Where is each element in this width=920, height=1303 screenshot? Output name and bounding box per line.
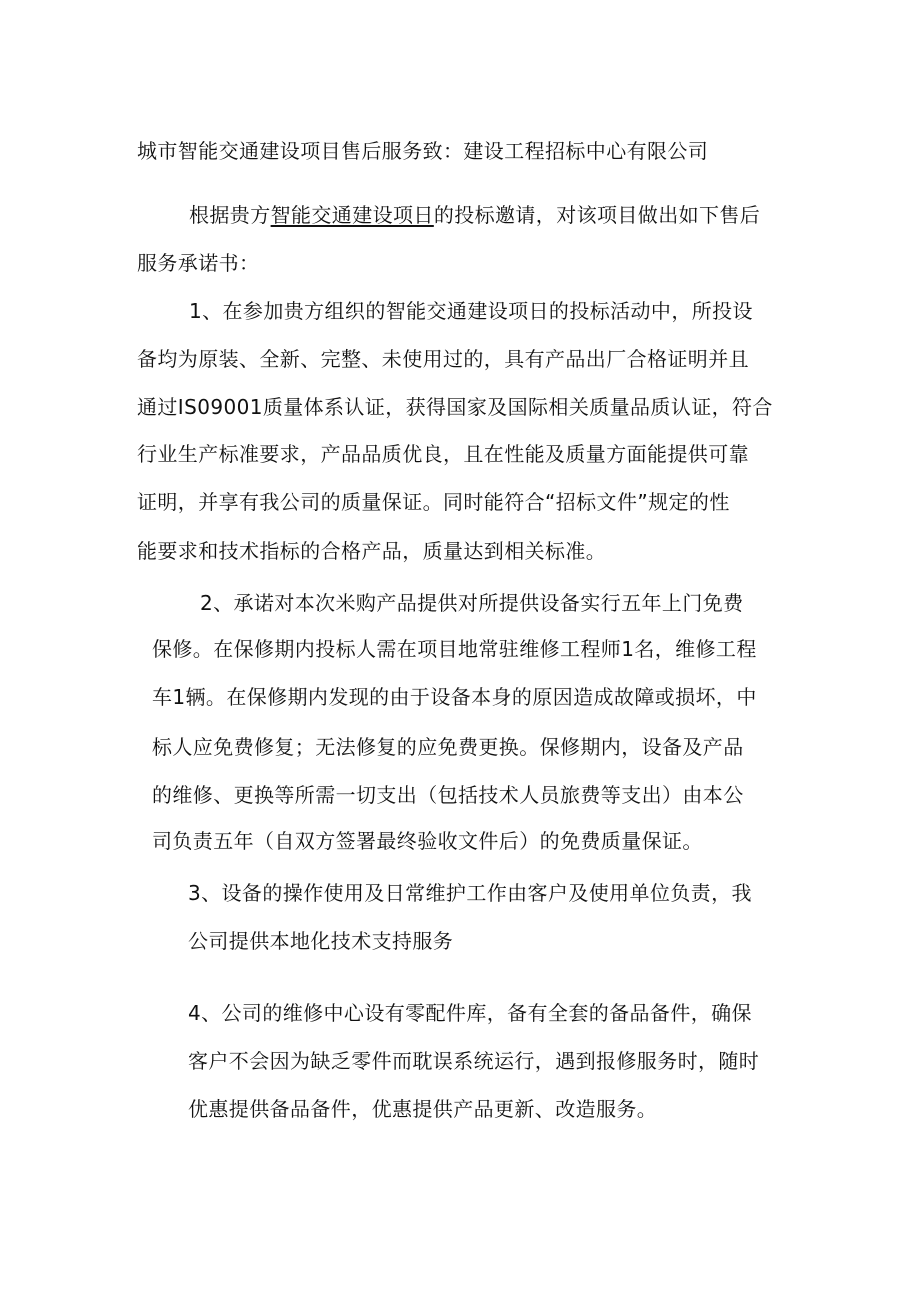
item1-line-5: 证明，并享有我公司的质量保证。同时能符合“招标文件”规定的性 [137, 490, 730, 514]
intro-line-1 [189, 203, 760, 227]
item2-line-4: 标人应免费修复；无法修复的应免费更换。保修期内，设备及产品 [152, 735, 744, 759]
intro-project-name: 智能交通建设项日 [270, 203, 434, 227]
item4-line-1: 4、公司的维修中心设有零配件库，备有全套的备品备件，确保 [188, 1001, 752, 1025]
item2-line-5: 的维修、更换等所需一切支出（包括技术人员旅费等支出）由本公 [152, 783, 744, 807]
item3-line-2: 公司提供本地化技术支持服务 [188, 929, 454, 953]
item4-line-2: 客户不会因为缺乏零件而耽误系统运行，遇到报修服务时，随时 [188, 1049, 760, 1073]
intro-line-2: 服务承诺书： [137, 251, 260, 275]
item3-line-1: 3、设备的操作使用及日常维护工作由客户及使用单位负责，我 [188, 881, 752, 905]
item2-line-6: 司负责五年（自双方签署最终验收文件后）的免费质量保证。 [152, 829, 703, 853]
item2-line-3: 车1辆。在保修期内发现的由于设备本身的原因造成故障或损坏，中 [152, 685, 757, 709]
intro-prefix: 根据贵方 [189, 203, 271, 227]
document-title: 城市智能交通建设项目售后服务致：建设工程招标中心有限公司 [137, 139, 709, 163]
item1-line-6: 能要求和技术指标的合格产品，质量达到相关标准。 [137, 539, 607, 563]
item1-line-2: 备均为原装、全新、完整、未使用过的，具有产品出厂合格证明并且 [137, 347, 749, 371]
item1-line-3: 通过IS09001质量体系认证，获得国家及国际相关质量品质认证，符合 [137, 395, 773, 419]
item1-line-4: 行业生产标准要求，产品品质优良，且在性能及质量方面能提供可靠 [137, 442, 749, 466]
item2-line-2: 保修。在保修期内投标人需在项目地常驻维修工程师1名，维修工程 [152, 637, 757, 661]
intro-suffix: 的投标邀请，对该项目做出如下售后 [433, 203, 761, 227]
item1-line-1: 1、在参加贵方组织的智能交通建设项日的投标活动中，所投设 [189, 299, 753, 323]
item4-line-3: 优惠提供备品备件，优惠提供产品更新、改造服务。 [188, 1097, 658, 1121]
item2-line-1: 2、承诺对本次米购产品提供对所提供设备实行五年上门免费 [200, 591, 744, 615]
